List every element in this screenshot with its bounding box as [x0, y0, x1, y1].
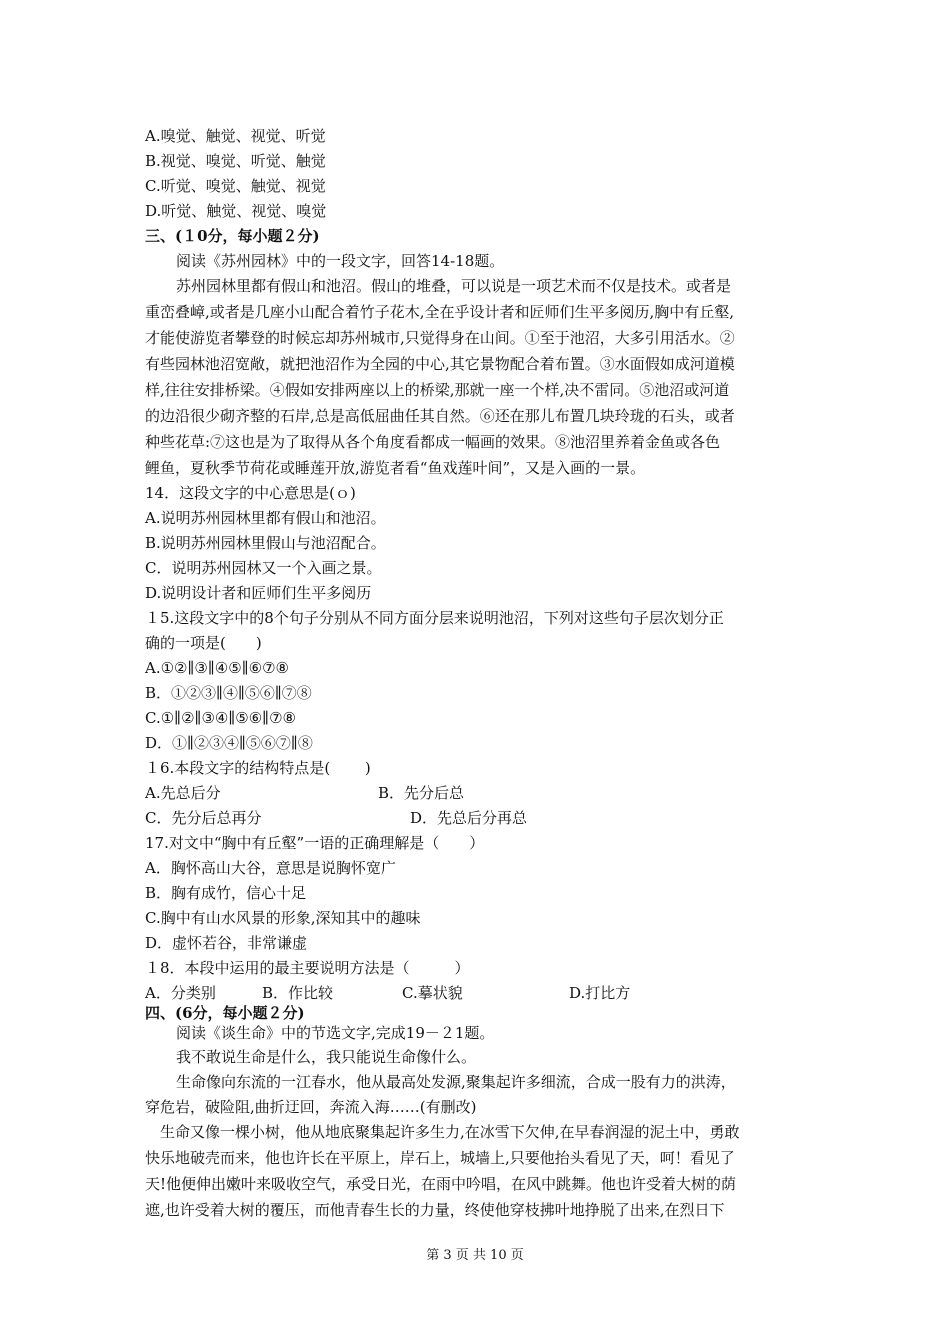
q16-option-d: D．先总后分再总: [410, 809, 528, 827]
q17-option-a: A．胸怀高山大谷，意思是说胸怀宽广: [145, 859, 396, 877]
question-15: １5.这段文字中的8个句子分别从不同方面分层来说明池沼，下列对这些句子层次划分正: [145, 609, 724, 627]
section-three-heading: 三、(１0分，每小题２分): [145, 227, 320, 245]
passage-line: 有些园林池沼宽敞，就把池沼作为全园的中心,其它景物配合着布置。③水面假如成河道模: [145, 355, 735, 373]
passage-line: 才能使游览者攀登的时候忘却苏州城市,只觉得身在山间。①至于池沼，大多引用活水。②: [145, 329, 735, 347]
passage-line: 苏州园林里都有假山和池沼。假山的堆叠，可以说是一项艺术而不仅是技术。或者是: [176, 277, 732, 295]
passage-line: 鲤鱼，夏秋季节荷花或睡莲开放,游览者看“鱼戏莲叶间”，又是入画的一景。: [145, 459, 646, 477]
q15-option-a: A.①②∥③∥④⑤∥⑥⑦⑧: [145, 659, 289, 677]
q13-option-a: A.嗅觉、触觉、视觉、听觉: [145, 127, 326, 145]
passage-line: 重峦叠嶂,或者是几座小山配合着竹子花木,全在乎设计者和匠师们生平多阅历,胸中有丘壑,: [145, 303, 735, 321]
passage-line: 的边沿很少砌齐整的石岸,总是高低屈曲任其自然。⑥还在那儿布置几块玲珑的石头，或者: [145, 407, 735, 425]
q15-option-d: D．①∥②③④∥⑤⑥⑦∥⑧: [145, 734, 313, 752]
section-four-heading: 四、(6分，每小题２分): [145, 1004, 305, 1022]
q16-option-a: A.先总后分: [145, 784, 221, 802]
q14-option-c: C．说明苏州园林又一个入画之景。: [145, 559, 382, 577]
passage-line: 快乐地破壳而来，他也许长在平原上，岸石上，城墙上,只要他抬头看见了天，呵！看见了: [145, 1149, 735, 1167]
passage-line: 天!他便伸出嫩叶来吸收空气，承受日光，在雨中吟唱，在风中跳舞。他也许受着大树的荫: [145, 1175, 737, 1193]
passage-line: 种些花草:⑦这也是为了取得从各个角度看都成一幅画的效果。⑧池沼里养着金鱼或各色: [145, 433, 721, 451]
q14-option-d: D.说明设计者和匠师们生平多阅历: [145, 584, 372, 602]
q15-option-c: C.①∥②∥③④∥⑤⑥∥⑦⑧: [145, 709, 297, 727]
passage-line: 样,往往安排桥梁。④假如安排两座以上的桥梁,那就一座一个样,决不雷同。⑤池沼或河道: [145, 381, 730, 399]
question-15-cont: 确的一项是( ): [145, 634, 262, 652]
q13-option-d: D.听觉、触觉、视觉、嗅觉: [145, 202, 327, 220]
q17-option-c: C.胸中有山水风景的形象,深知其中的趣味: [145, 909, 421, 927]
passage-line: 穿危岩，破险阻,曲折迂回，奔流入海……(有删改): [145, 1098, 477, 1116]
q13-option-b: B.视觉、嗅觉、听觉、触觉: [145, 152, 326, 170]
section-four-instruction: 阅读《谈生命》中的节选文字,完成19－２1题。: [176, 1024, 495, 1042]
q17-option-d: D．虚怀若谷，非常谦虚: [145, 934, 308, 952]
passage-line: 生命又像一棵小树，他从地底聚集起许多生力,在冰雪下欠伸,在早春润湿的泥土中，勇敢: [160, 1123, 740, 1141]
question-17: 17.对文中“胸中有丘壑”一语的正确理解是（ ）: [145, 834, 485, 852]
question-16: １6.本段文字的结构特点是( ): [145, 759, 371, 777]
question-18: １8．本段中运用的最主要说明方法是（ ）: [145, 959, 470, 977]
q17-option-b: B．胸有成竹，信心十足: [145, 884, 307, 902]
q18-option-c: C.摹状貌: [402, 984, 463, 1002]
page-footer: 第 3 页 共 10 页: [426, 1248, 524, 1263]
q18-option-d: D.打比方: [569, 984, 631, 1002]
q13-option-c: C.听觉、嗅觉、触觉、视觉: [145, 177, 326, 195]
passage-line: 我不敢说生命是什么，我只能说生命像什么。: [176, 1048, 477, 1066]
q16-option-b: B．先分后总: [378, 784, 465, 802]
q14-option-b: B.说明苏州园林里假山与池沼配合。: [145, 534, 386, 552]
q18-option-a: A．分类别: [145, 984, 216, 1002]
q18-option-b: B．作比较: [262, 984, 334, 1002]
q16-option-c: C．先分后总再分: [145, 809, 262, 827]
passage-line: 生命像向东流的一江春水，他从最高处发源,聚集起许多细流，合成一股有力的洪涛，: [176, 1073, 736, 1091]
section-three-instruction: 阅读《苏州园林》中的一段文字，回答14-18题。: [176, 252, 505, 270]
q15-option-b: B．①②③∥④∥⑤⑥∥⑦⑧: [145, 684, 312, 702]
passage-line: 遮,也许受着大树的覆压，而他青春生长的力量，终使他穿枝拂叶地挣脱了出来,在烈日下: [145, 1201, 725, 1219]
q14-option-a: A.说明苏州园林里都有假山和池沼。: [145, 509, 386, 527]
question-14: 14．这段文字的中心意思是(ｏ): [145, 484, 356, 502]
